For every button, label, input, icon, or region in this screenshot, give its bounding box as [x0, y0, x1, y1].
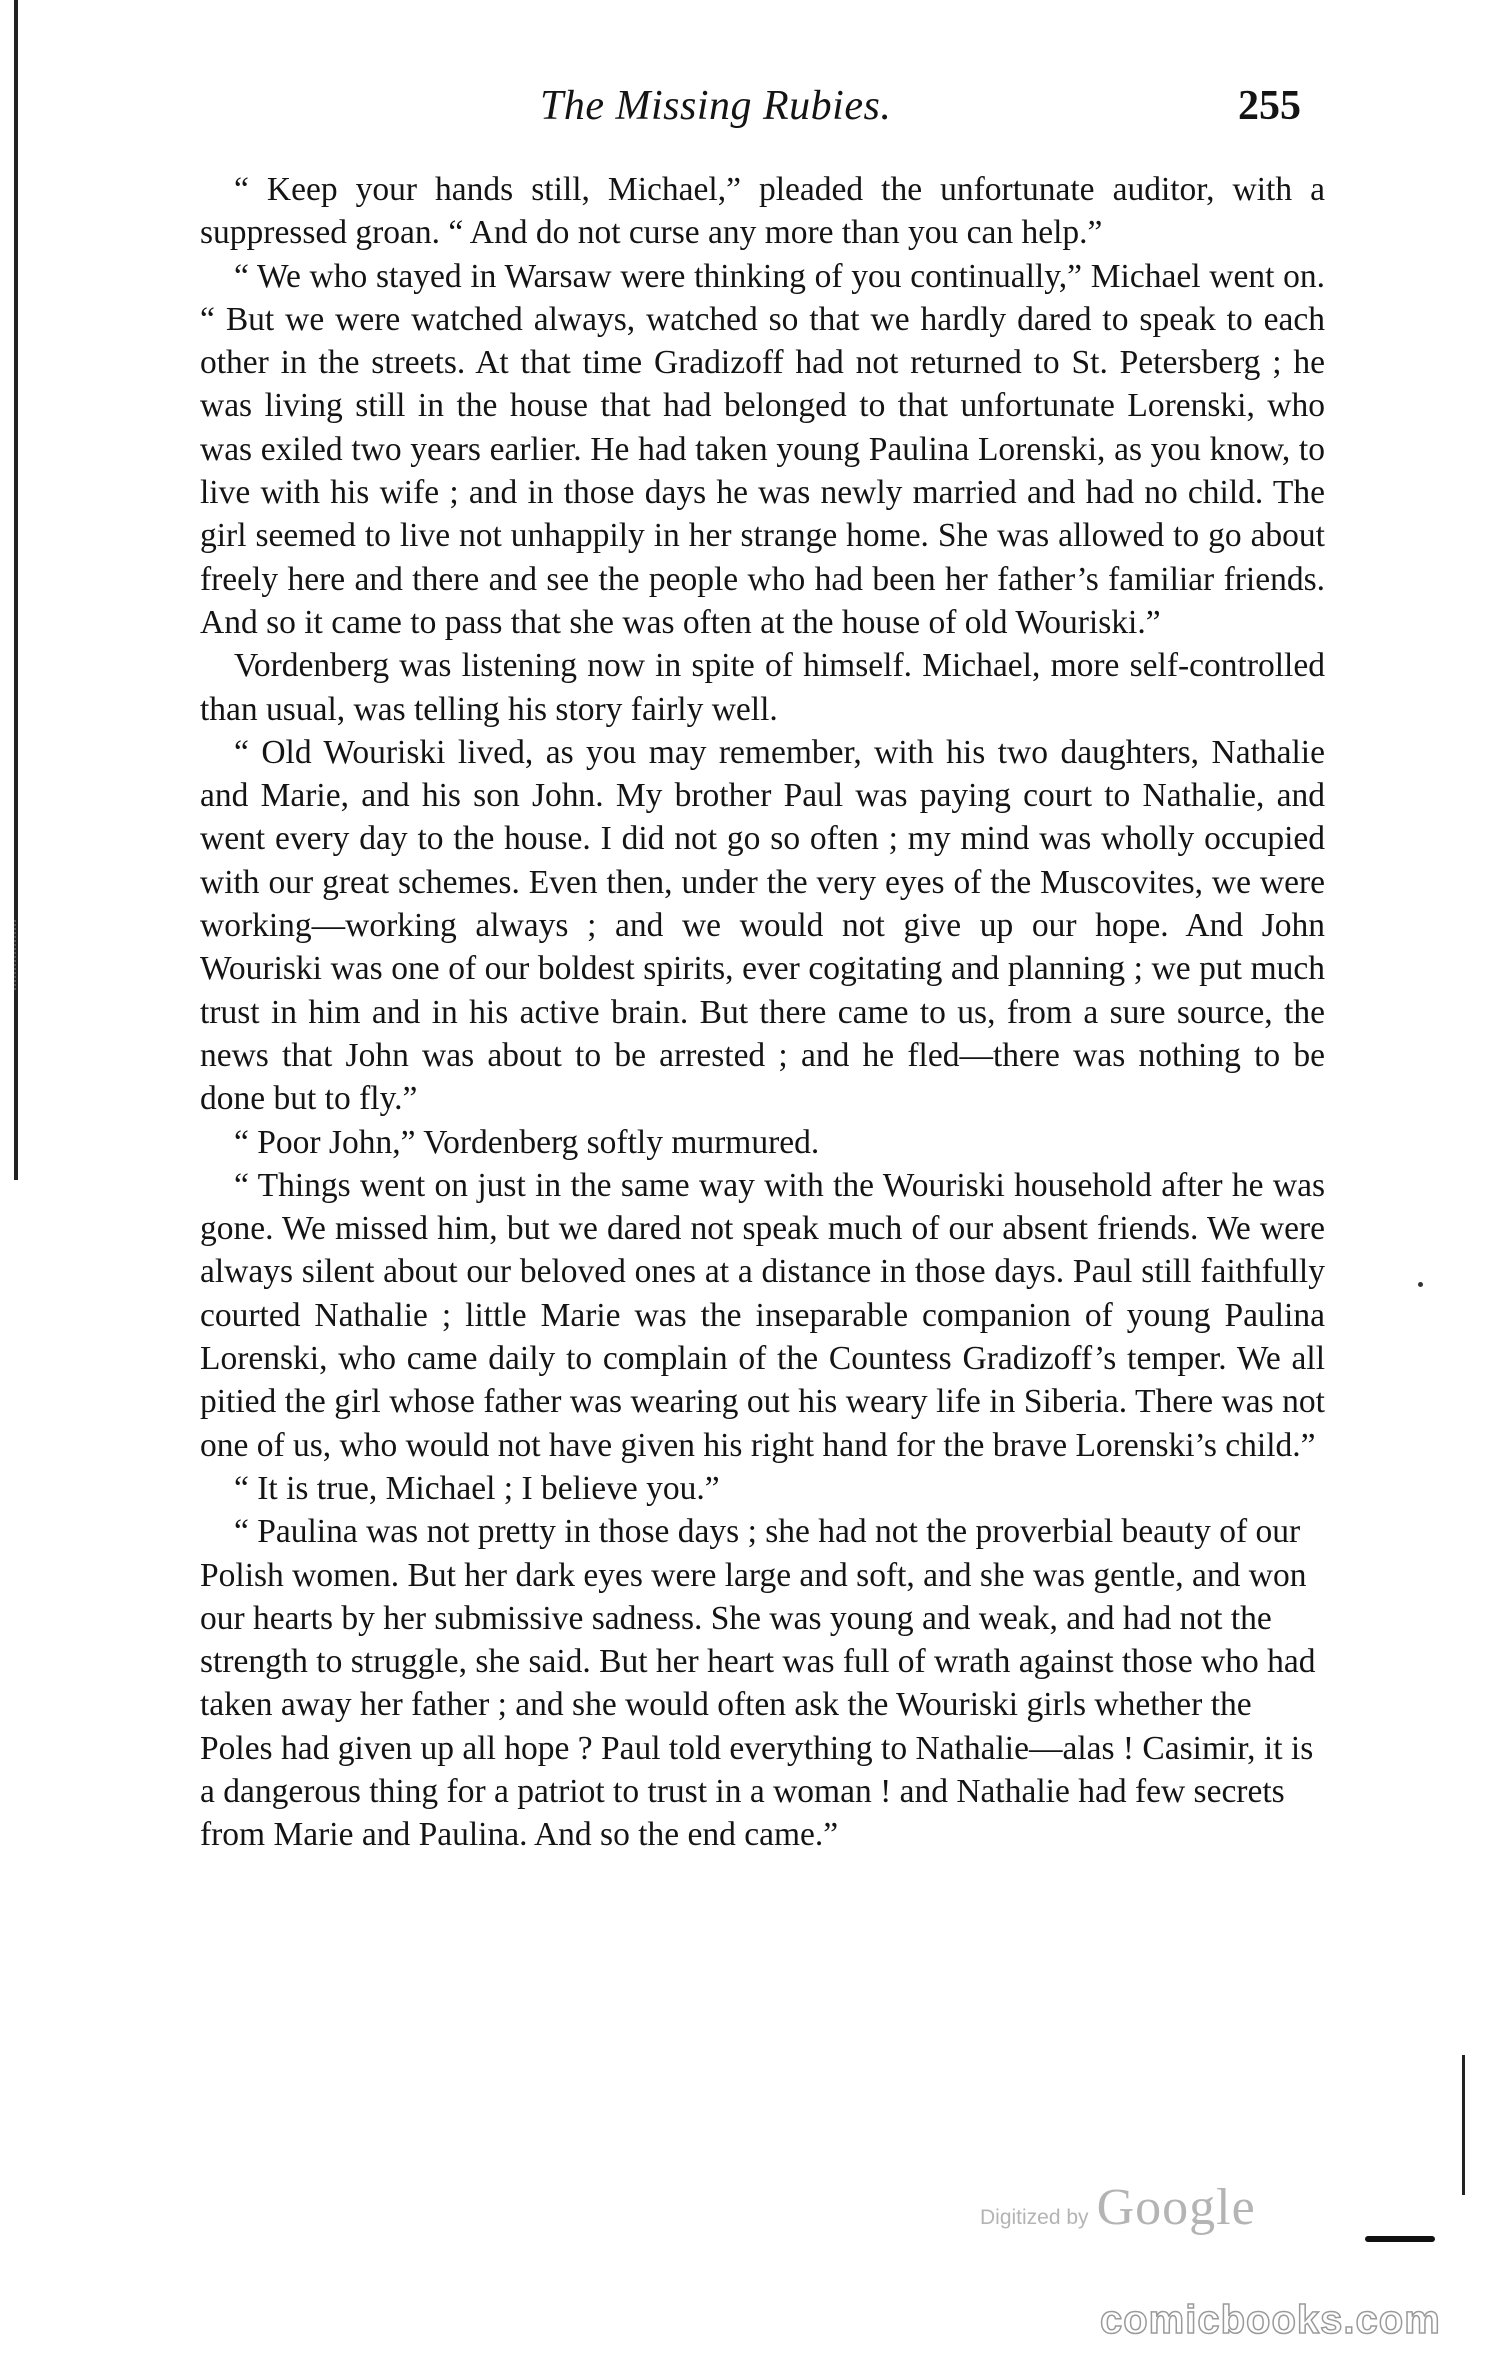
paragraph: “ Keep your hands still, Michael,” pleaded the unfortunate auditor, with a suppressed groan. “ And do not curse any more than you can help.”	[200, 171, 1325, 252]
paragraph: “ Paulina was not pretty in those days ; she had not the proverbial beauty of our Polish women. But her dark eyes were large and soft, and she was gentle, and won our hearts by her submissive sadness. She was young and weak, and had not the strength to struggle, she said. But her heart was full of wrath against those who had taken away her father ; and she would often ask the Wouriski girls whether the Poles had given up all hope ? Paul told everything to Nathalie—alas ! Casimir, it is a dangerous thing for a patriot to trust in a woman ! and Nathalie had few secrets from Marie and Paulina. And so the end came.”	[200, 1513, 1316, 1854]
dash-mark	[1365, 2236, 1435, 2242]
body-text	[200, 168, 1325, 1857]
google-logo: Google	[1096, 2179, 1256, 2236]
paragraph: Vordenberg was listening now in spite of himself. Michael, more self-controlled than usual, was telling his story fairly well.	[200, 647, 1325, 728]
paragraph: “ Things went on just in the same way with the Wouriski household after he was gone. We missed him, but we dared not speak much of our absent friends. We were always silent about our beloved ones at a distance in those days. Paul still faithfully courted Nathalie ; little Marie was the inseparable companion of young Paulina Lorenski, who came daily to complain of the Countess Gradizoff’s temper. We all pitied the girl whose father was wearing out his weary life in Siberia. There was not one of us, who would not have given his right hand for the brave Lorenski’s child.”	[200, 1166, 1325, 1464]
digitized-by-text: Digitized by	[980, 2206, 1089, 2229]
paragraph: “ Old Wouriski lived, as you may remember, with his two daughters, Nathalie and Marie, and his son John. My brother Paul was paying court to Nathalie, and went every day to the house. I did not go so often ; my mind was wholly occupied with our great schemes. Even then, under the very eyes of the Muscovites, we were working—working always ; and we would not give up our hope. And John Wouriski was one of our boldest spirits, ever cogitating and planning ; we put much trust in him and in his active brain. But there came to us, from a sure source, the news that John was about to be arrested ; and he fled—there was nothing to be done but to fly.”	[200, 733, 1325, 1118]
google-watermark	[980, 2178, 1256, 2237]
page-number: 255	[1238, 83, 1301, 129]
binding-dots	[14, 920, 18, 990]
binding-edge	[14, 0, 18, 1180]
paragraph: “ It is true, Michael ; I believe you.”	[234, 1469, 720, 1507]
ink-speck	[1418, 1282, 1423, 1287]
site-watermark: comicbooks.com	[1100, 2298, 1441, 2342]
running-title: The Missing Rubies.	[540, 83, 892, 129]
paragraph: “ We who stayed in Warsaw were thinking of you continually,” Michael went on. “ But we were watched always, watched so that we hardly dared to speak to each other in the streets. At that time Gradizoff had not returned to St. Petersberg ; he was living still in the house that had belonged to that unfortunate Lorenski, who was exiled two years earlier. He had taken young Paulina Lorenski, as you know, to live with his wife ; and in those days he was newly married and had no child. The girl seemed to live not unhappily in her strange home. She was allowed to go about freely here and there and see the people who had been her father’s familiar friends. And so it came to pass that she was often at the house of old Wouriski.”	[200, 257, 1325, 641]
page-edge-mark	[1462, 2055, 1465, 2195]
paragraph: “ Poor John,” Vordenberg softly murmured.	[234, 1123, 820, 1161]
